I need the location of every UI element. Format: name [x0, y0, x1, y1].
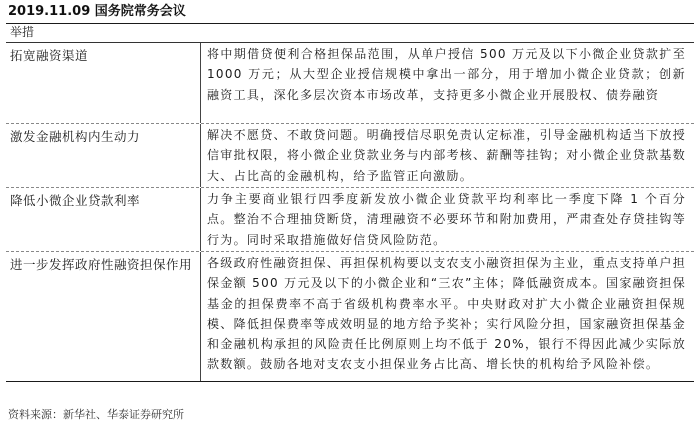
- measure-name: 进一步发挥政府性融资担保作用: [6, 252, 201, 381]
- measure-name: 拓宽融资渠道: [6, 43, 201, 123]
- measures-table: [6, 42, 694, 382]
- measure-detail: 解决不愿贷、不敢贷问题。明确授信尽职免责认定标准，引导金融机构适当下放授信审批权限，将小微企业贷款业务与内部考核、薪酬等挂钩；对小微企业贷款基数大、占比高的金融机构，给予监管正向激励。: [207, 128, 686, 183]
- measure-name: 降低小微企业贷款利率: [6, 188, 201, 251]
- table-row: [6, 252, 694, 382]
- measure-detail: 力争主要商业银行四季度新发放小微企业贷款平均利率比一季度下降 1 个百分点。整治不合理抽贷断贷，清理融资不必要环节和附加费用，严肃查处存贷挂钩等行为。同时采取措施做好信贷风险防范。: [207, 192, 686, 247]
- source-note: 资料来源：新华社、华泰证券研究所: [8, 408, 184, 421]
- document-title: 2019.11.09 国务院常务会议: [8, 4, 186, 19]
- column-header-measures: 举措: [10, 25, 35, 39]
- title-divider: [6, 23, 694, 24]
- measure-detail: 将中期借贷便利合格担保品范围，从单户授信 500 万元及以下小微企业贷款扩至 1000 万元；从大型企业授信规模中拿出一部分，用于增加小微企业贷款；创新融资工具，深化多层次资本市场改革，支持更多小微企业开展股权、债券融资: [207, 47, 686, 102]
- table-row: [6, 188, 694, 252]
- measure-detail: 各级政府性融资担保、再担保机构要以支农支小融资担保为主业，重点支持单户担保金额 500 万元及以下的小微企业和“三农”主体；降低融资成本。国家融资担保基金的担保费率不高于省级机构费率水平。中央财政对扩大小微企业融资担保规模、降低担保费率等成效明显的地方给予奖补；实行风险分担，国家融资担保基金和金融机构承担的风险责任比例原则上均不低于 20%，银行不得因此减少实际放款数额。鼓励各地对支农支小担保业务占比高、增长快的机构给予风险补偿。: [207, 256, 686, 372]
- table-row: [6, 124, 694, 188]
- measure-name: 激发金融机构内生动力: [6, 124, 201, 187]
- table-row: [6, 43, 694, 124]
